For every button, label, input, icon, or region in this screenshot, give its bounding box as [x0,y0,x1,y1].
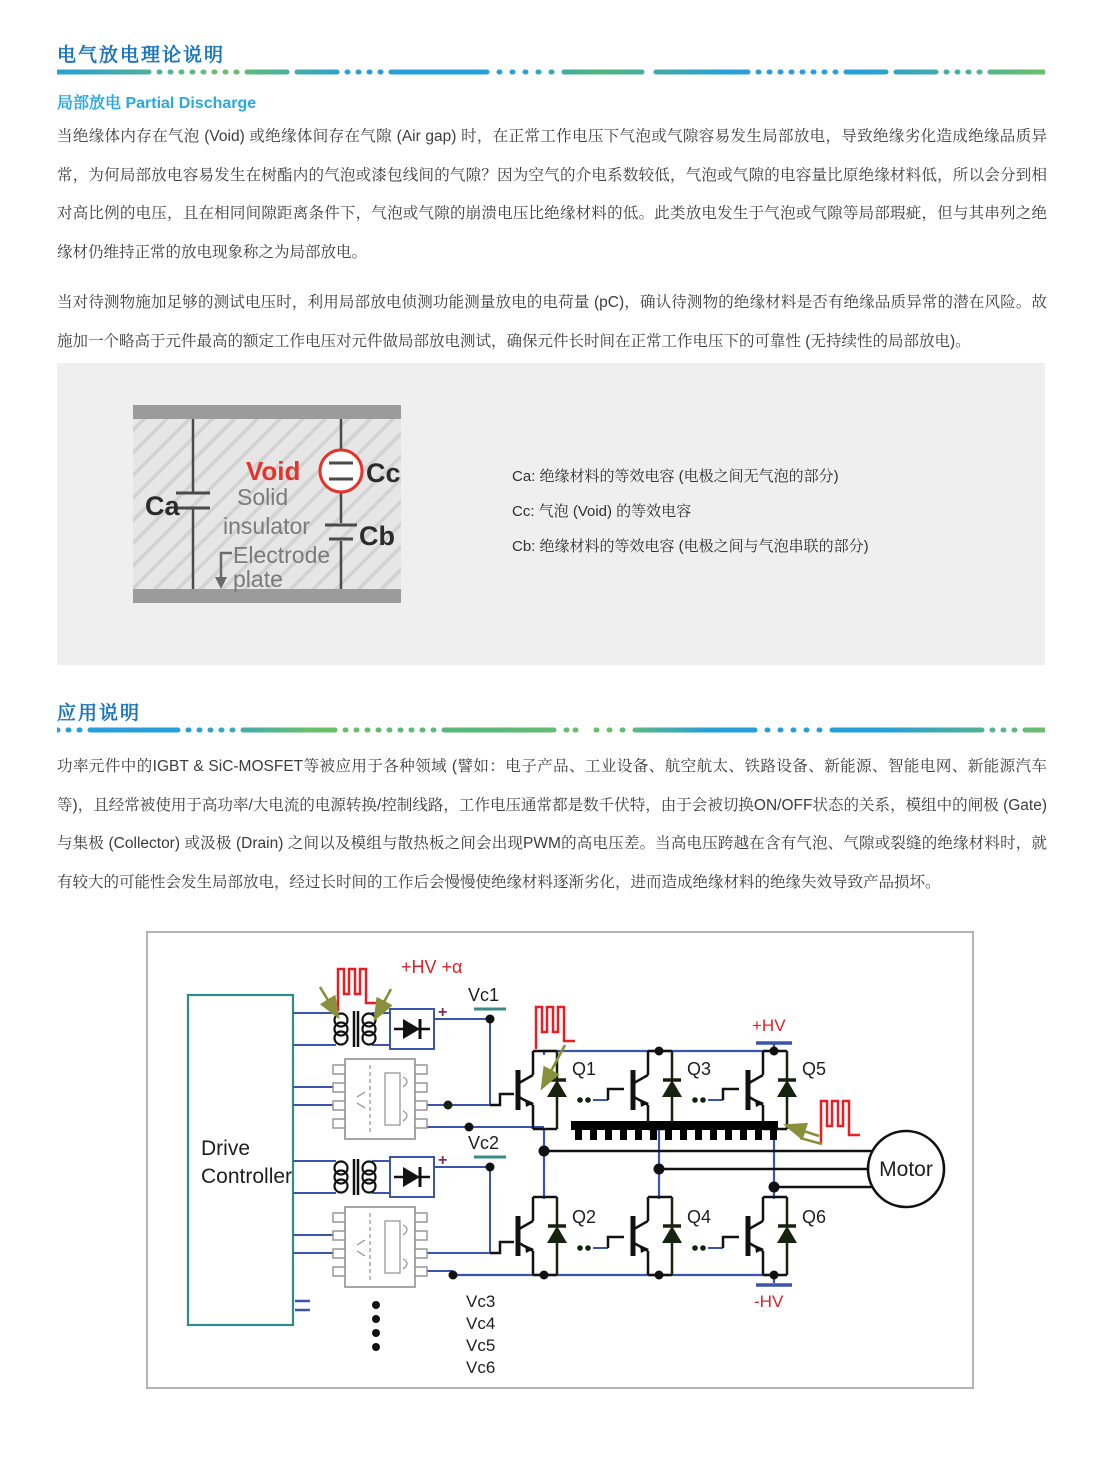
section1-title: 电气放电理论说明 [57,45,226,66]
vc1-label: Vc1 [468,985,500,1005]
vc3-label: Vc3 [466,1292,496,1311]
heatsink [571,1121,778,1140]
insulator-panel [57,363,1045,665]
q5-label: Q5 [802,1059,827,1079]
gate-driver-ic-2 [333,1207,427,1287]
emitter1-node [465,1123,474,1132]
q1-label: Q1 [572,1059,597,1079]
electrode-plate-label-2: plate [233,566,283,592]
section1-subtitle: 局部放电 Partial Discharge [57,95,257,112]
q2-label: Q2 [572,1207,597,1227]
cc-label: Cc [366,458,401,488]
rectifier-diode-box-1 [390,1009,434,1049]
insulator-diagram [133,405,401,603]
solid-insulator-label-1: Solid [237,484,289,510]
repetition-dots [372,1301,380,1351]
pwm-waveform-3 [821,1101,860,1143]
igbt-q1 [518,1051,567,1129]
drive-controller-label-2: Controller [201,1165,293,1188]
igbt-q3 [633,1051,682,1129]
igbt-q6 [748,1197,797,1275]
q1-gate-lead [490,1094,514,1105]
void-label: Void [246,456,301,486]
section2-title: 应用说明 [57,703,142,724]
controller-continuation-symbol [295,1301,310,1310]
drive-controller-label-1: Drive [201,1137,251,1160]
phase-lines [544,1151,872,1187]
ca-label: Ca [145,491,180,521]
section1-divider [57,69,1045,75]
rectifier-diode-box-2 [390,1157,434,1197]
plus-hv-label: +HV [752,1016,786,1035]
void-circle [320,450,362,492]
gate-driver-ic-1 [333,1059,427,1139]
q3-label: Q3 [687,1059,712,1079]
circuit-svg [148,933,972,1387]
pwm-waveform-1 [338,969,377,1011]
igbt-q5 [748,1051,797,1129]
motor-label: Motor [879,1158,933,1181]
minus-hv-label: -HV [754,1292,784,1311]
capacitance-legend [512,459,869,564]
igbt-q2 [518,1197,567,1275]
solid-insulator-label-2: insulator [223,513,310,539]
legend-cb: Cb: 绝缘材料的等效电容 (电极之间与气泡串联的部分) [512,538,869,555]
vc6-label: Vc6 [466,1358,496,1377]
gate-chain-top [577,1089,739,1103]
vc2-node [486,1163,495,1172]
drive-controller-box [188,995,293,1325]
plus-terminal-1: + [438,1004,448,1021]
vc2-label: Vc2 [468,1133,500,1153]
section1-paragraph-1: 当绝缘体内存在气泡 (Void) 或绝缘体间存在气隙 (Air gap) 时，在正常工作电压下气泡或气隙容易发生局部放电，导致绝缘劣化造成绝缘品质异常，为何局部放电容易发生在树酯内的气泡或漆包线间的气隙？因为空气的介电系数较低，气泡或气隙的电容量比原绝缘材料低，所以会分到相对高比例的电压，且在相同间隙距离条件下，气泡或气隙的崩溃电压比绝缘材料的低。此类放电发生于气泡或气隙等局部瑕疵，但与其串列之绝缘材仍维持正常的放电现象称之为局部放电。 [57,128,1047,261]
legend-ca: Ca: 绝缘材料的等效电容 (电极之间无气泡的部分) [512,468,839,485]
vc1-node [486,1015,495,1024]
isolation-transformer-1 [335,1011,376,1047]
section1-paragraph-2: 当对待测物施加足够的测试电压时，利用局部放电侦测功能测量放电的电荷量 (pC)，确认待测物的绝缘材料是否有绝缘品质异常的潜在风险。故施加一个略高于元件最高的额定工作电压对元件做局部放电测试，确保元件长时间在正常工作电压下的可靠性 (无持续性的局部放电)。 [57,294,1047,350]
section2-paragraph: 功率元件中的IGBT & SiC-MOSFET等被应用于各种领域 (譬如：电子产品、工业设备、航空航太、铁路设备、新能源、智能电网、新能源汽车等)，且经常被使用于高功率/大电流的电源转换/控制线路，工作电压通常都是数千伏特，由于会被切换ON/OFF状态的关系，模组中的闸极 (Gate) 与集极 (Collector) 或汲极 (Drain) 之间以及模组与散热板之间会出现PWM的高电压差。当高电压跨越在含有气泡、气隙或裂缝的绝缘材料时，就有较大的可能性会发生局部放电，经过长时间的工作后会慢慢使绝缘材料逐渐劣化，进而造成绝缘材料的绝缘失效导致产品损坏。 [57,758,1047,891]
vc5-label: Vc5 [466,1336,496,1355]
electrode-plate-top [133,405,401,419]
gate-chain-bottom [577,1237,739,1251]
hv-alpha-label: +HV +α [401,957,463,977]
plus-terminal-2: + [438,1152,448,1169]
q4-label: Q4 [687,1207,712,1227]
q6-label: Q6 [802,1207,827,1227]
gate1-node [444,1101,453,1110]
vc4-label: Vc4 [466,1314,496,1333]
pwm-waveform-2 [536,1007,575,1049]
inverter-circuit-diagram [146,931,974,1389]
q2-gate-lead [490,1242,514,1253]
igbt-q4 [633,1197,682,1275]
electrode-plate-label-1: Electrode [233,542,331,568]
isolation-transformer-2 [335,1159,376,1195]
cb-label: Cb [359,521,395,551]
section2-divider [57,727,1045,733]
legend-cc: Cc: 气泡 (Void) 的等效电容 [512,503,692,520]
